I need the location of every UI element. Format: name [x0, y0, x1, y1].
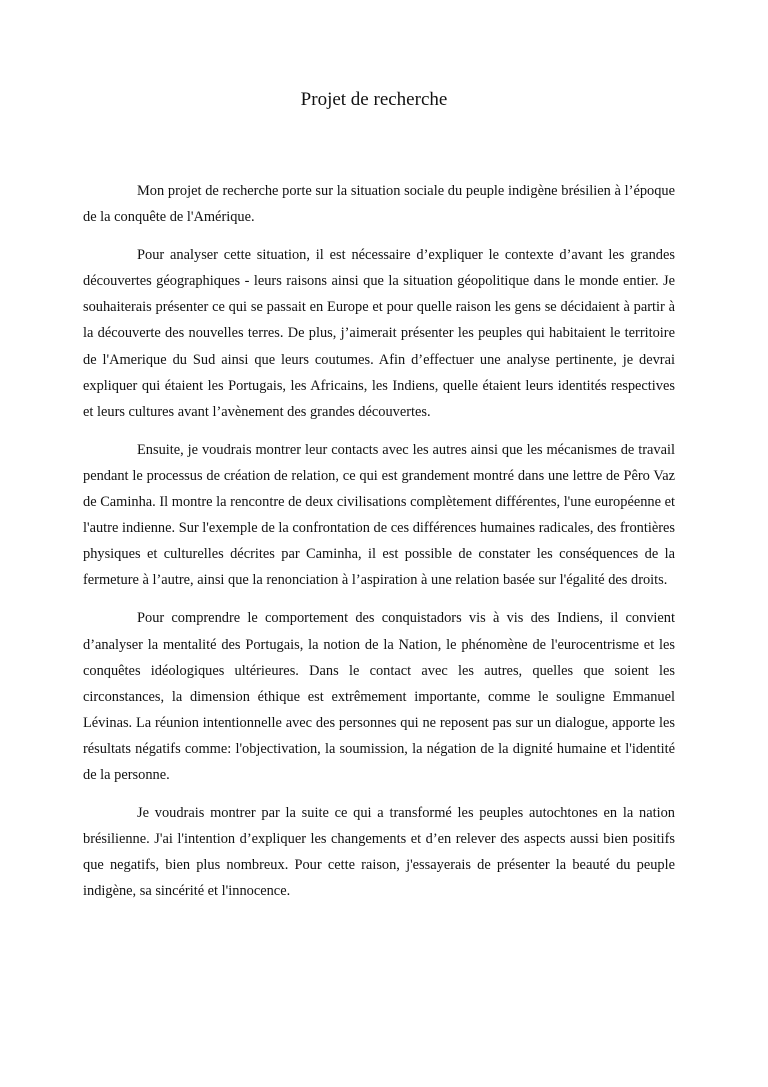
paragraph-transformation: Je voudrais montrer par la suite ce qui a transformé les peuples autochtones en la nation brésilienne. J'ai l'intention d’expliquer les changements et d’en relever des aspects aussi bien positifs que negatifs, bien plus nombreux. Pour cette raison, j'essayerais de présenter la beauté du peuple indigène, sa sincérité et l'innocence.: [83, 805, 675, 900]
paragraph-context: Pour analyser cette situation, il est nécessaire d’expliquer le contexte d’avant les grandes découvertes géographiques - leurs raisons ainsi que la situation géopolitique dans le monde entier. Je souhaiterais présenter ce qui se passait en Europe et pour quelle raison les gens se décidaient à partir à la découverte des nouvelles terres. De plus, j’aimerait présenter les peuples qui habitaient le territoire de l'Amerique du Sud ainsi que leurs coutumes. Afin d’effectuer une analyse pertinente, je devrai expliquer qui étaient les Portugais, les Africains, les Indiens, quelle étaient leurs identités respectives et leurs cultures avant l’avènement des grandes découvertes.: [83, 247, 675, 420]
paragraph-mentality: Pour comprendre le comportement des conquistadors vis à vis des Indiens, il convient d’analyser la mentalité des Portugais, la notion de la Nation, le phénomène de l'eurocentrisme et les conquêtes idéologiques ultérieures. Dans le contact avec les autres, quelles que soient les circonstances, la dimension éthique est extrêmement importante, comme le souligne Emmanuel Lévinas. La réunion intentionnelle avec des personnes qui ne reposent pas sur un dialogue, apporte les résultats négatifs comme: l'objectivation, la soumission, la négation de la dignité humaine et l'identité de la personne.: [83, 610, 675, 783]
document-body: [83, 178, 675, 916]
paragraph-intro: Mon projet de recherche porte sur la situation sociale du peuple indigène brésilien à l’époque de la conquête de l'Amérique.: [83, 183, 675, 226]
page-title: Projet de recherche: [300, 89, 448, 110]
paragraph-contacts: Ensuite, je voudrais montrer leur contacts avec les autres ainsi que les mécanismes de travail pendant le processus de création de relation, ce qui est grandement montré dans une lettre de Pêro Vaz de Caminha. Il montre la rencontre de deux civilisations complètement différentes, l'une européenne et l'autre indienne. Sur l'exemple de la confrontation de ces différences humaines radicales, des frontières physiques et culturelles décrites par Caminha, il est possible de constater les conséquences de la fermeture à l’autre, ainsi que la renonciation à l’aspiration à une relation basée sur l'égalité des droits.: [83, 441, 675, 589]
